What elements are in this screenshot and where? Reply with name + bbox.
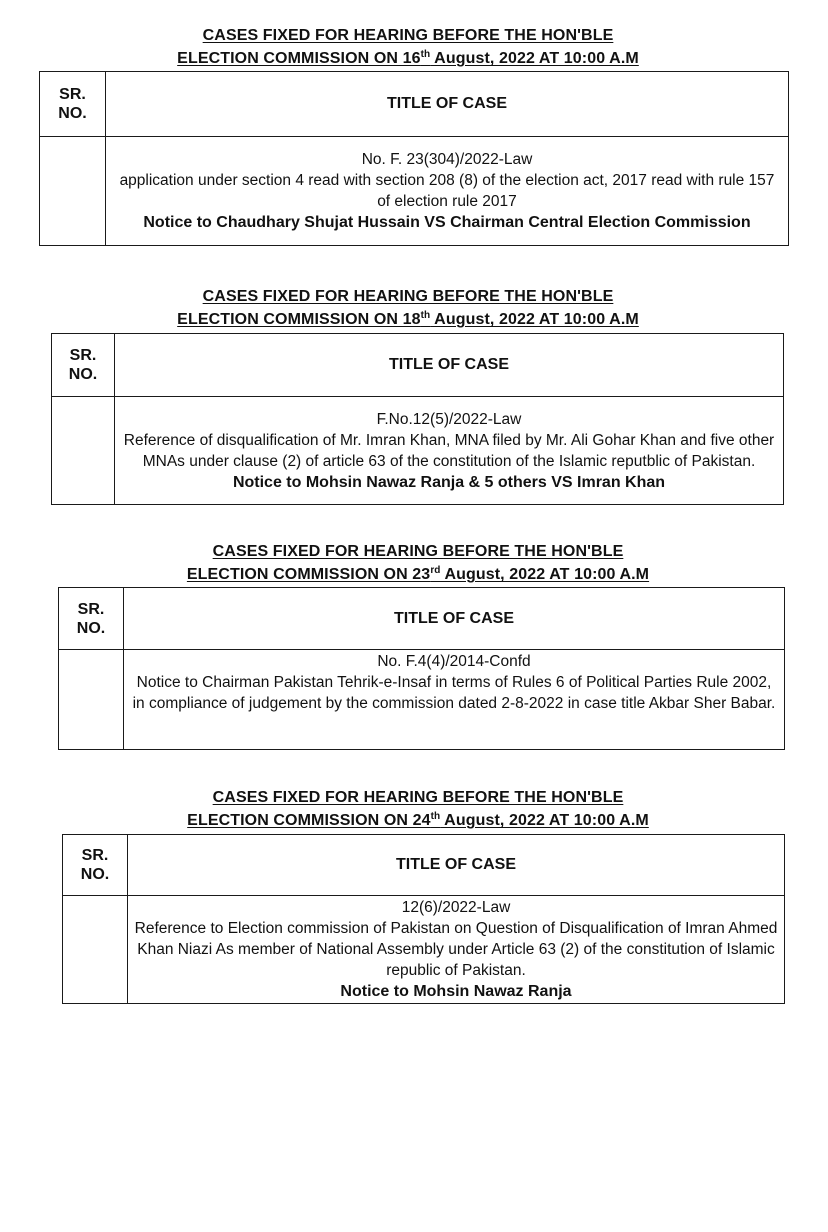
case-number: No. F. 23(304)/2022-Law [361, 151, 533, 168]
case-description: application under section 4 read with section 208 (8) of the election act, 2017 read with rule 157 of election rule 2017 [119, 172, 775, 210]
heading-line-2: ELECTION COMMISSION ON 16th August, 2022 AT 10:00 A.M [177, 49, 639, 67]
sr-no-header: SR. NO. [52, 334, 115, 397]
heading-line-1: CASES FIXED FOR HEARING BEFORE THE HON'BLE [212, 789, 624, 806]
heading-line-2: ELECTION COMMISSION ON 23rd August, 2022 AT 10:00 A.M [186, 565, 650, 583]
cases-table [62, 834, 785, 1004]
title-of-case-header: TITLE OF CASE [106, 72, 789, 137]
title-of-case-header: TITLE OF CASE [124, 588, 785, 650]
case-notice: Notice to Mohsin Nawaz Ranja & 5 others VS Imran Khan [232, 473, 666, 491]
case-description: Reference to Election commission of Pakistan on Question of Disqualification of Imran Ahmed Khan Niazi As member of National Assembly under Article 63 (2) of the constitution of Islamic republic of Pakistan. [134, 920, 778, 979]
case-number: F.No.12(5)/2022-Law [376, 410, 522, 428]
heading-line-2: ELECTION COMMISSION ON 18th August, 2022 AT 10:00 A.M [177, 310, 639, 328]
title-of-case-header: TITLE OF CASE [115, 334, 784, 397]
heading-line-1: CASES FIXED FOR HEARING BEFORE THE HON'BLE [202, 27, 614, 44]
case-notice: Notice to Chaudhary Shujat Hussain VS Chairman Central Election Commission [143, 214, 751, 231]
section-heading [110, 786, 726, 832]
title-of-case-header: TITLE OF CASE [128, 835, 785, 896]
sr-no-header: SR. NO. [40, 72, 106, 137]
case-number: 12(6)/2022-Law [401, 899, 511, 916]
case-description: Notice to Chairman Pakistan Tehrik-e-Insaf in terms of Rules 6 of Political Parties Rule 2002, in compliance of judgement by the commission dated 2-8-2022 in case title Akbar Sher Babar. [132, 674, 776, 712]
case-notice: Notice to Mohsin Nawaz Ranja [340, 983, 572, 1000]
sr-no-header: SR. NO. [63, 835, 128, 896]
sr-no-cell [63, 896, 128, 1004]
case-description: Reference of disqualification of Mr. Imran Khan, MNA filed by Mr. Ali Gohar Khan and five other MNAs under clause (2) of article 63 of the constitution of the Islamic reputblic of Pakistan. [123, 431, 775, 470]
heading-line-2: ELECTION COMMISSION ON 24th August, 2022 AT 10:00 A.M [187, 811, 649, 829]
case-number: No. F.4(4)/2014-Confd [377, 653, 531, 670]
case-details-cell [128, 896, 785, 1004]
heading-line-1: CASES FIXED FOR HEARING BEFORE THE HON'BLE [202, 288, 614, 305]
heading-line-1: CASES FIXED FOR HEARING BEFORE THE HON'BLE [212, 543, 624, 560]
sr-no-header: SR. NO. [59, 588, 124, 650]
